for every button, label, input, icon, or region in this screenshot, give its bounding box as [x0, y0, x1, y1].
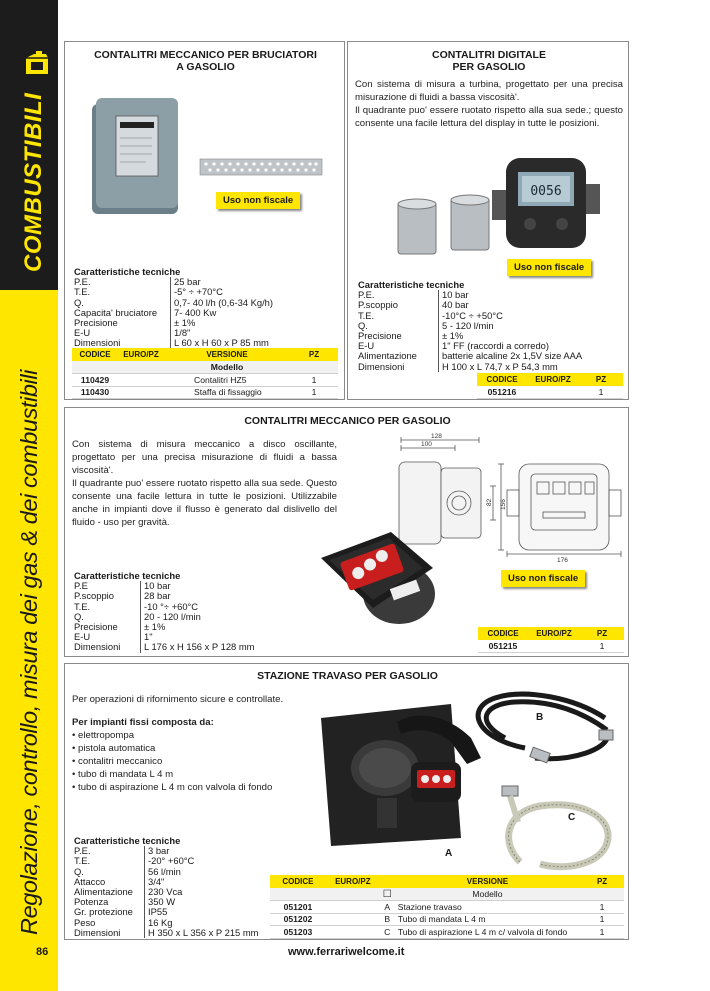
spec-value: H 100 x L 74,7 x P 54,3 mm [438, 362, 558, 372]
spec-value: 3 bar [144, 846, 169, 856]
spec-value: L 176 x H 156 x P 128 mm [140, 642, 254, 652]
spec-row [74, 907, 289, 917]
table-model-row: ☐ Modello [270, 888, 624, 901]
spec-key: P.E. [74, 276, 91, 288]
list-item: • tubo di aspirazione L 4 m con valvola di fondo [72, 782, 273, 793]
spec-key: Dimensioni [74, 337, 121, 349]
spec-value: -10 °÷ +60°C [140, 602, 198, 612]
spec-value: IP55 [144, 907, 167, 917]
spec-value: 16 Kg [144, 918, 173, 928]
spec-value: 1" [140, 632, 153, 642]
bullet-icon: • [72, 730, 79, 741]
spec-key: Dimensioni [74, 641, 121, 653]
list-item: • tubo di mandata L 4 m [72, 769, 174, 780]
panel-contalitri-digitale [347, 41, 629, 400]
table-row: 051201 A Stazione travaso 1 [270, 901, 624, 914]
spec-value: 350 W [144, 897, 175, 907]
bullet-icon: • [72, 743, 79, 754]
spec-key: T.E. [74, 600, 91, 612]
code-table: CODICE EURO/PZ VERSIONE PZ ☐ Modello 051201 A Stazione travaso 1 051202 B Tubo di mandata L 4 m 1 051203 C Tubo di aspirazione L 4 m c/ valvola di fondo 1 [270, 875, 624, 939]
spec-value: 10 bar [140, 581, 171, 591]
spec-key: Dimensioni [74, 926, 121, 938]
bullet-icon: • [72, 756, 79, 767]
meter-hz5-image [92, 98, 182, 216]
list-item: • elettropompa [72, 730, 135, 741]
list-item: • pistola automatica [72, 743, 156, 754]
svg-text:176: 176 [557, 557, 568, 564]
spec-row [74, 622, 314, 632]
table-row: 110430 Staffa di fissaggio 1 [72, 386, 338, 399]
spec-value: 3/4" [144, 877, 164, 887]
panel-contalitri-meccanico [64, 407, 629, 657]
spec-value: ± 1% [438, 331, 463, 341]
spec-row [358, 290, 628, 300]
spec-key: T.E. [74, 286, 91, 298]
spec-row [74, 642, 314, 652]
svg-text:82: 82 [486, 498, 493, 506]
badge-non-fiscal: Uso non fiscale [501, 570, 585, 587]
spec-key: P.scoppio [74, 590, 114, 602]
badge-non-fiscal: Uso non fiscale [216, 192, 300, 209]
model-checkbox-icon: ☐ [380, 888, 395, 901]
spec-key: E-U [74, 327, 91, 339]
sidebar [0, 0, 58, 991]
spec-key: P.E. [358, 289, 375, 301]
spec-key: T.E. [358, 309, 375, 321]
panel-title: CONTALITRI DIGITALE PER GASOLIO [432, 49, 546, 73]
table-model-row: Modello [72, 361, 338, 374]
bullet-icon: • [72, 769, 79, 780]
fixing-bracket-image [200, 156, 322, 178]
spec-row [74, 867, 289, 877]
label-a: A [445, 848, 453, 859]
digital-meter-image [396, 154, 604, 264]
spec-key: Q. [74, 865, 84, 877]
spec-value: 20 - 120 l/min [140, 612, 201, 622]
mechanical-meter-image [313, 528, 443, 630]
page-number: 86 [36, 946, 49, 958]
spec-value: 28 bar [140, 591, 171, 601]
badge-non-fiscal: Uso non fiscale [507, 259, 591, 276]
spec-key: Alimentazione [74, 886, 133, 898]
spec-value: 25 bar [170, 277, 201, 287]
list-item: • contalitri meccanico [72, 756, 163, 767]
spec-key: Potenza [74, 896, 109, 908]
spec-key: T.E. [74, 855, 91, 867]
spec-key: Capacita' bruciatore [74, 306, 158, 318]
spec-key: Gr. protezione [74, 906, 133, 918]
spec-value: ± 1% [140, 622, 165, 632]
spec-row [74, 928, 289, 938]
panel-contalitri-bruciatori [64, 41, 345, 400]
panel-title: CONTALITRI MECCANICO PER BRUCIATORI A GASOLIO [94, 49, 317, 73]
specs-block: Caratteristiche tecniche P.E 10 bar P.scoppio 28 bar T.E. -10 °÷ +60°C Q. 20 - 120 l/min Precisione ± 1% E-U 1" Dimensioni L 176 x H 156 x P 128 mm [74, 571, 314, 653]
spec-value: H 350 x L 356 x P 215 mm [144, 928, 258, 938]
spec-key: P.scoppio [358, 299, 398, 311]
composition-list: Per impianti fissi composta da: • elettropompa • pistola automatica • contalitri meccanico • tubo di mandata L 4 m • tubo di aspirazione L 4 m con valvola di fondo [72, 716, 312, 794]
specs-block: Caratteristiche tecniche P.E. 10 bar P.scoppio 40 bar T.E. -10°C ÷ +50°C Q. 5 - 120 l/min Precisione ± 1% E-U 1" FF (raccordi a corredo) Alimentazione batterie alcaline 2x 1,5V size AAA Dimensioni H 100 x L 74,7 x P 54,3 mm [358, 280, 628, 372]
suction-hose-image [500, 782, 618, 878]
specs-block: Caratteristiche tecniche P.E. 3 bar T.E. -20° +60°C Q. 56 l/min Attacco 3/4" Alimentazione 230 Vca Potenza 350 W Gr. protezione IP55 Peso 16 Kg Dimensioni H 350 x L 356 x P 215 mm [74, 836, 289, 938]
display-readout: 0056 [530, 184, 562, 199]
spec-value: 1" FF (raccordi a corredo) [438, 341, 549, 351]
label-b: B [536, 712, 544, 723]
label-c: C [568, 812, 576, 823]
spec-value: 56 l/min [144, 867, 181, 877]
panel-stazione-travaso [64, 663, 629, 940]
spec-key: P.E [74, 580, 88, 592]
table-row: 051202 B Tubo di mandata L 4 m 1 [270, 913, 624, 926]
sidebar-title: Regolazione, controllo, misura dei gas & dei combustibili [16, 370, 42, 935]
description: Con sistema di misura a turbina, progettato per una precisa misurazione di fluidi a bassa viscosità'. Il quadrante puo' essere ruotato rispetto alla sua sede.; questo consente una facile lettura del display in tutte le posizioni. [355, 79, 623, 129]
panel-title: CONTALITRI MECCANICO PER GASOLIO [244, 415, 451, 427]
spec-value: 5 - 120 l/min [438, 321, 494, 331]
spec-key: Precisione [74, 621, 118, 633]
sidebar-category: COMBUSTIBILI [20, 92, 47, 272]
panel-title: STAZIONE TRAVASO PER GASOLIO [257, 670, 438, 682]
spec-value: ± 1% [170, 318, 195, 328]
spec-key: Attacco [74, 875, 106, 887]
svg-text:100: 100 [421, 441, 432, 448]
spec-key: Precisione [358, 330, 402, 342]
svg-text:156: 156 [500, 499, 507, 510]
spec-key: P.E. [74, 845, 91, 857]
table-row: 051215 1 [478, 640, 624, 653]
delivery-hose-image [465, 678, 617, 778]
spec-row [74, 318, 344, 328]
spec-key: Q. [74, 610, 84, 622]
code-table: CODICE EURO/PZ PZ 051216 1 [477, 373, 623, 399]
table-row: 051203 C Tubo di aspirazione L 4 m c/ valvola di fondo 1 [270, 926, 624, 939]
spec-value: 10 bar [438, 290, 469, 300]
spec-value: 230 Vca [144, 887, 182, 897]
svg-text:128: 128 [431, 433, 442, 440]
bullet-icon: • [72, 782, 79, 793]
spec-value: -10°C ÷ +50°C [438, 311, 503, 321]
spec-value: L 60 x H 60 x P 85 mm [170, 338, 269, 348]
spec-row [358, 362, 628, 372]
spec-value: 7- 400 Kw [170, 308, 216, 318]
spec-value: 40 bar [438, 300, 469, 310]
intro-text: Per operazioni di rifornimento sicure e controllate. [72, 694, 284, 705]
spec-value: 1/8" [170, 328, 190, 338]
spec-key: Q. [358, 319, 368, 331]
table-row: 051216 1 [477, 386, 623, 399]
spec-key: Alimentazione [358, 350, 417, 362]
spec-key: Dimensioni [358, 360, 405, 372]
specs-block: Caratteristiche tecniche P.E. 25 bar T.E. -5° ÷ +70°C Q. 0,7- 40 l/h (0,6-34 Kg/h) Capacita' bruciatore 7- 400 Kw Precisione ± 1% E-U 1/8" Dimensioni L 60 x H 60 x P 85 mm [74, 267, 344, 349]
spec-key: E-U [74, 631, 91, 643]
table-row: 110429 Contalitri HZ5 1 [72, 374, 338, 387]
spec-value: batterie alcaline 2x 1,5V size AAA [438, 351, 582, 361]
footer-url[interactable]: www.ferrariwelcome.it [288, 946, 405, 958]
spec-value: 0,7- 40 l/h (0,6-34 Kg/h) [170, 298, 273, 308]
spec-key: Precisione [74, 317, 118, 329]
spec-key: E-U [358, 340, 375, 352]
code-table: CODICE EURO/PZ VERSIONE PZ Modello 110429 Contalitri HZ5 1 110430 Staffa di fissaggio 1 [72, 348, 338, 399]
spec-value: -20° +60°C [144, 856, 194, 866]
code-table: CODICE EURO/PZ PZ 051215 1 [478, 627, 624, 653]
spec-key: Q. [74, 296, 84, 308]
description: Con sistema di misura meccanico a disco oscillante, progettato per una precisa misurazione di fluidi a bassa viscosità'. Il quadrante puo' essere ruotato rispetto alla sua sede. Questo consente una facile lettura in tutte le posizioni. Utilizzabile anche in impianti dove il flusso è generato dal dislivello del fluido - uso per gravità. [72, 439, 337, 528]
spec-key: Peso [74, 916, 96, 928]
spec-value: -5° ÷ +70°C [170, 287, 223, 297]
spec-row [74, 856, 289, 866]
